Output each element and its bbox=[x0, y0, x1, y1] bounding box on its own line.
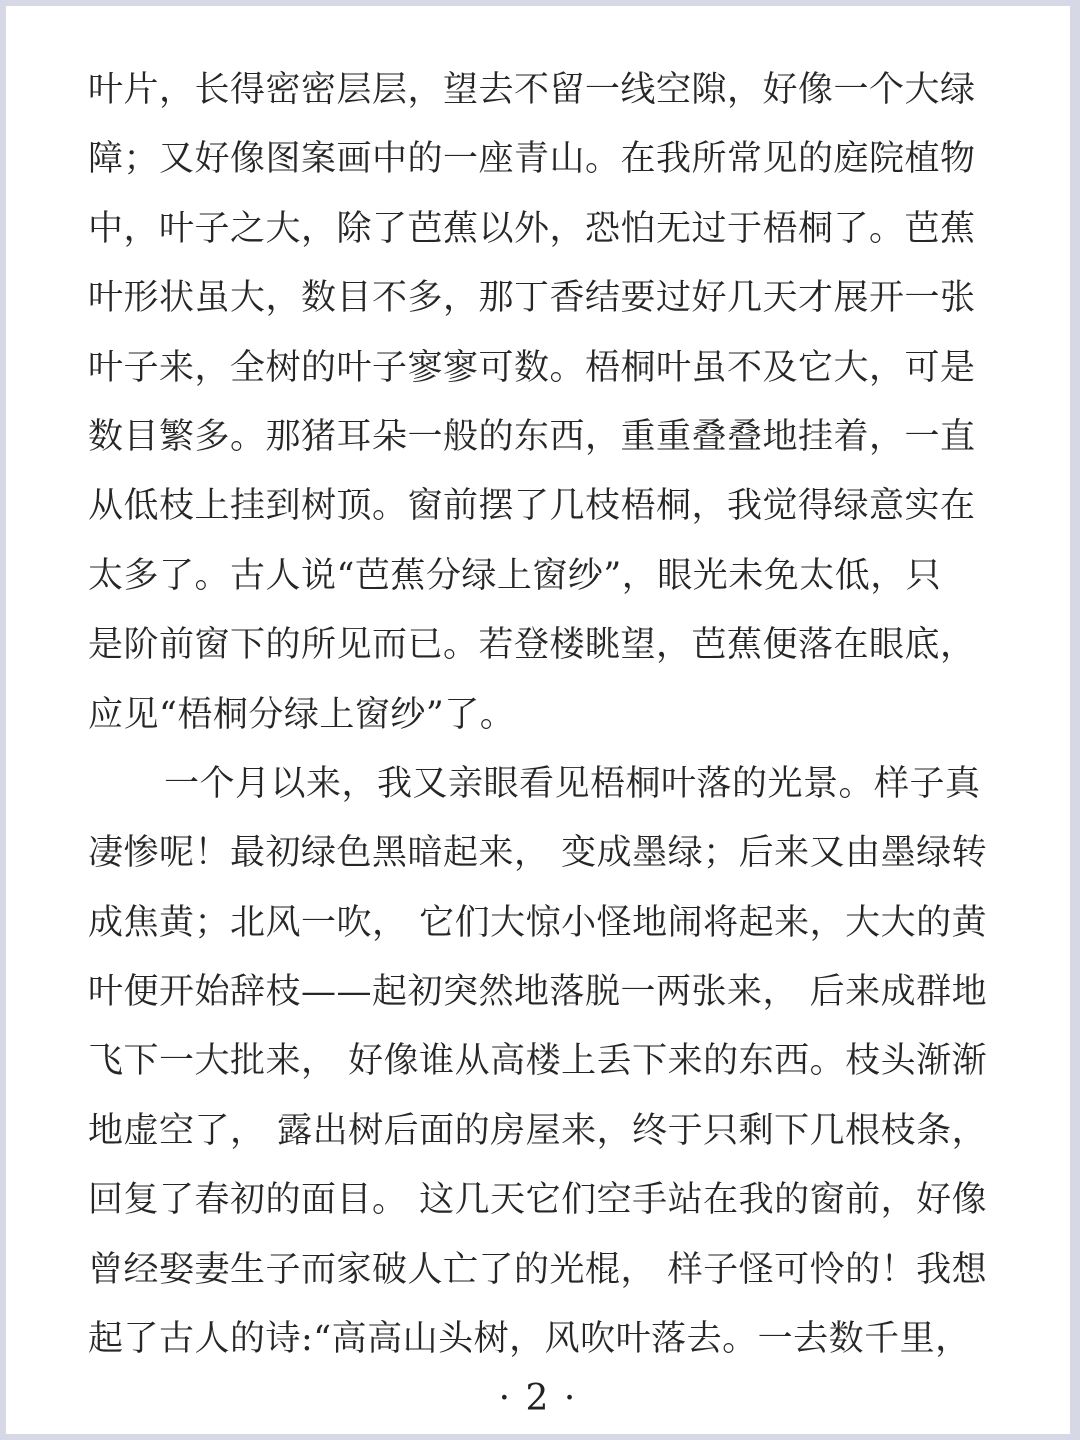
text-line-15: 飞下一大批来， 好像谁从高楼上丢下来的东西。枝头渐渐 bbox=[88, 1041, 988, 1082]
text-line-7: 从低枝上挂到树顶。窗前摆了几枝梧桐，我觉得绿意实在 bbox=[88, 486, 976, 527]
text-line-13: 成焦黄；北风一吹， 它们大惊小怪地闹将起来，大大的黄 bbox=[88, 902, 988, 943]
text-line-10: 应见“梧桐分绿上窗纱”了。 bbox=[88, 694, 516, 735]
text-body bbox=[88, 56, 1008, 1374]
text-line-17: 回复了春初的面目。 这几天它们空手站在我的窗前，好像 bbox=[88, 1180, 988, 1221]
text-line-4: 叶形状虽大，数目不多，那丁香结要过好几天才展开一张 bbox=[88, 278, 976, 319]
text-line-11: 一个月以来，我又亲眼看见梧桐叶落的光景。样子真 bbox=[164, 763, 981, 804]
text-line-16: 地虚空了， 露出树后面的房屋来，终于只剩下几根枝条， bbox=[88, 1110, 988, 1151]
text-line-1: 叶片，长得密密层层，望去不留一线空隙，好像一个大绿 bbox=[88, 70, 976, 110]
text-line-14: 叶便开始辞枝——起初突然地落脱一两张来， 后来成群地 bbox=[88, 972, 988, 1013]
text-line-8: 太多了。古人说“芭蕉分绿上窗纱”，眼光未免太低，只 bbox=[88, 555, 942, 596]
text-line-6: 数目繁多。那猪耳朵一般的东西，重重叠叠地挂着，一直 bbox=[88, 416, 976, 457]
text-line-2: 障；又好像图案画中的一座青山。在我所常见的庭院植物 bbox=[88, 139, 976, 180]
text-line-9: 是阶前窗下的所见而已。若登楼眺望，芭蕉便落在眼底， bbox=[88, 625, 976, 666]
text-line-5: 叶子来，全树的叶子寥寥可数。梧桐叶虽不及它大，可是 bbox=[88, 347, 976, 388]
document-page bbox=[6, 6, 1070, 1434]
text-line-18: 曾经娶妻生子而家破人亡了的光棍， 样子怪可怜的！我想 bbox=[88, 1249, 988, 1290]
text-line-19: 起了古人的诗:“高高山头树，风吹叶落去。一去数千里， bbox=[88, 1319, 971, 1360]
text-line-12: 凄惨呢！最初绿色黑暗起来， 变成墨绿；后来又由墨绿转 bbox=[88, 833, 988, 874]
text-line-3: 中，叶子之大，除了芭蕉以外，恐怕无过于梧桐了。芭蕉 bbox=[88, 208, 976, 249]
page-number: · 2 · bbox=[498, 1378, 578, 1419]
